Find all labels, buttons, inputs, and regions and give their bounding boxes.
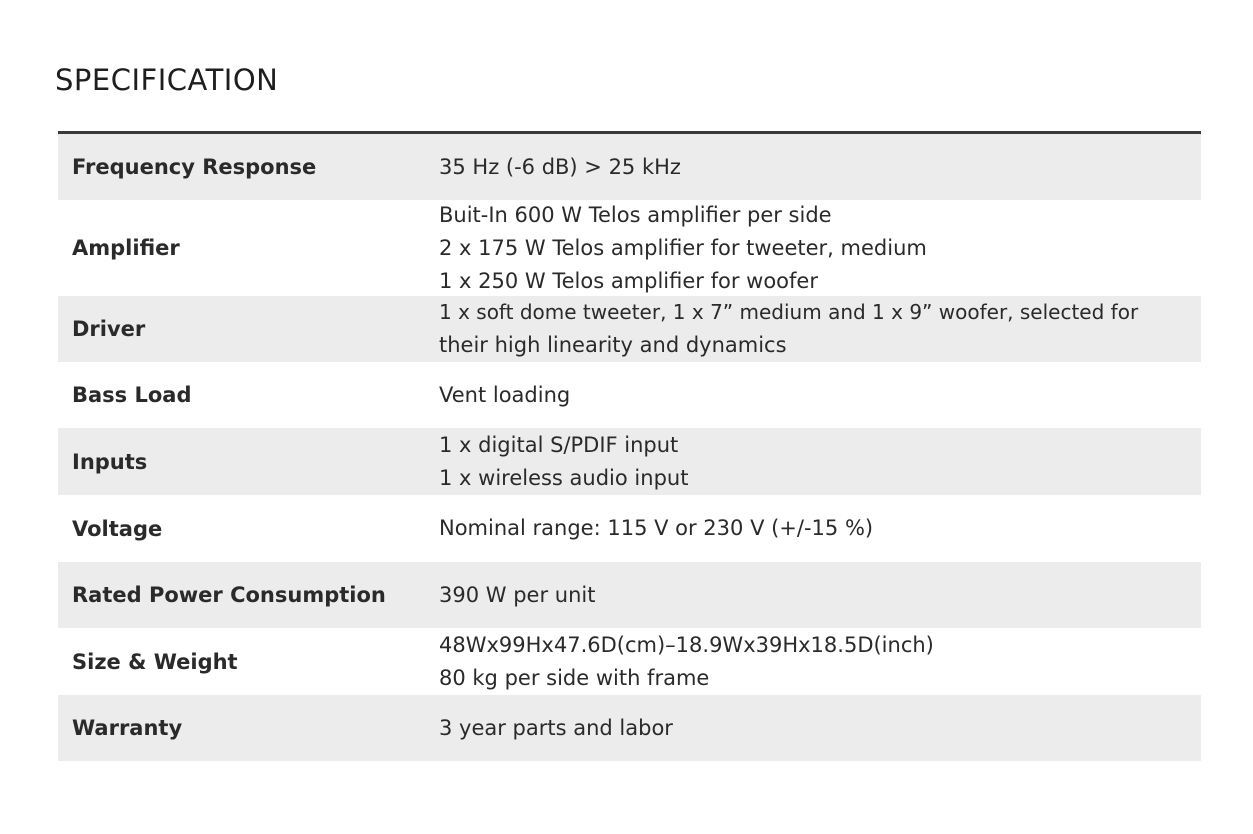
- spec-value: [439, 379, 1201, 412]
- spec-label: Amplifier: [72, 236, 180, 260]
- spec-value-line: 3 year parts and labor: [439, 715, 673, 740]
- spec-value-line: 48Wx99Hx47.6D(cm)–18.9Wx39Hx18.5D(inch): [439, 632, 934, 657]
- spec-value: [439, 199, 1201, 298]
- spec-value-line: their high linearity and dynamics: [439, 333, 787, 357]
- spec-value-line: Buit-In 600 W Telos amplifier per side: [439, 202, 832, 227]
- spec-value: [439, 151, 1201, 184]
- spec-value-line: 390 W per unit: [439, 582, 596, 607]
- spec-value-line: 1 x digital S/PDIF input: [439, 432, 679, 457]
- spec-value: [439, 296, 1201, 362]
- spec-value: [439, 512, 1201, 545]
- table-row: [58, 695, 1201, 761]
- spec-value: [439, 429, 1201, 495]
- spec-value: [439, 712, 1201, 745]
- spec-value-line: 1 x soft dome tweeter, 1 x 7” medium and 1 x 9” woofer, selected for: [439, 300, 1139, 324]
- spec-label: Voltage: [72, 516, 163, 541]
- table-row: [58, 428, 1201, 495]
- table-row: [58, 628, 1201, 695]
- spec-label: Frequency Response: [72, 155, 317, 179]
- table-row: [58, 562, 1201, 628]
- spec-label: Inputs: [72, 449, 148, 474]
- table-row: [58, 200, 1201, 296]
- spec-label: Rated Power Consumption: [72, 583, 386, 607]
- table-row: [58, 134, 1201, 200]
- table-row: [58, 296, 1201, 362]
- spec-label: Warranty: [72, 716, 183, 740]
- table-row: [58, 362, 1201, 428]
- spec-value-line: 2 x 175 W Telos amplifier for tweeter, medium: [439, 235, 927, 260]
- table-row: [58, 495, 1201, 562]
- spec-value-line: 1 x 250 W Telos amplifier for woofer: [439, 268, 818, 293]
- spec-value-line: 80 kg per side with frame: [439, 665, 710, 690]
- spec-value-line: Vent loading: [439, 382, 571, 407]
- spec-label: Driver: [72, 317, 146, 341]
- spec-value-line: 1 x wireless audio input: [439, 465, 689, 490]
- spec-value: [439, 579, 1201, 612]
- spec-value-line: Nominal range: 115 V or 230 V (+/-15 %): [439, 516, 874, 540]
- spec-label: Size & Weight: [72, 649, 238, 674]
- page-title: SPECIFICATION: [55, 63, 279, 97]
- spec-value: [439, 629, 1201, 695]
- specification-table: [58, 131, 1201, 761]
- spec-label: Bass Load: [72, 383, 192, 407]
- spec-value-line: 35 Hz (-6 dB) > 25 kHz: [439, 154, 681, 179]
